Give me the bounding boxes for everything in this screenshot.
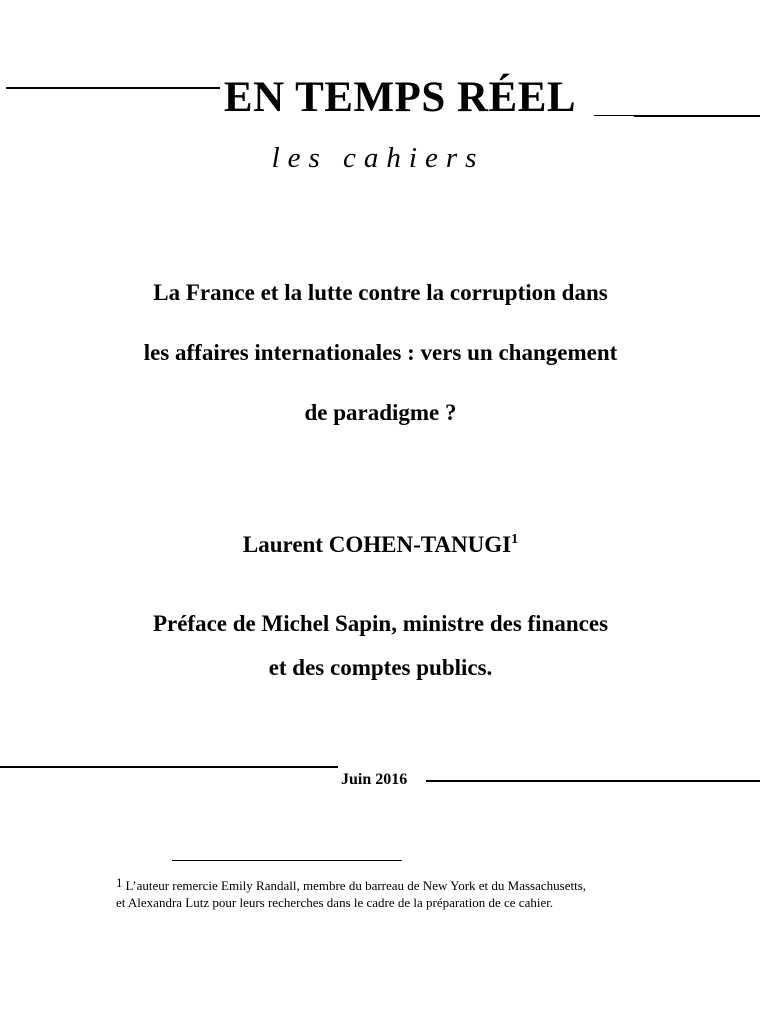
footnote — [116, 874, 716, 911]
footnote-line — [116, 874, 716, 894]
series-subtitle: les cahiers — [271, 142, 485, 174]
date-rule-left — [0, 766, 338, 768]
preface-line: et des comptes publics. — [268, 655, 493, 680]
series-title: EN TEMPS RÉEL — [223, 74, 577, 121]
footnote-line: et Alexandra Lutz pour leurs recherches dans le cadre de la préparation de ce cahier. — [116, 895, 554, 910]
document-title — [0, 274, 761, 454]
footnote-mark: 1 — [116, 875, 123, 890]
footnote-text: L’auteur remercie Emily Randall, membre du barreau de New York et du Massachusetts, — [125, 878, 587, 893]
publication-date: Juin 2016 — [341, 771, 408, 788]
author-footnote-mark: 1 — [511, 532, 519, 547]
author — [0, 530, 761, 560]
preface-line: Préface de Michel Sapin, ministre des finances — [152, 611, 609, 636]
date-rule-right — [426, 780, 760, 782]
title-line: les affaires internationales : vers un changement — [143, 340, 618, 365]
preface — [0, 602, 761, 690]
title-line: de paradigme ? — [304, 400, 457, 425]
title-line: La France et la lutte contre la corruption dans — [153, 280, 608, 305]
footnote-separator — [172, 860, 402, 861]
author-name: Laurent COHEN-TANUGI — [242, 532, 512, 557]
